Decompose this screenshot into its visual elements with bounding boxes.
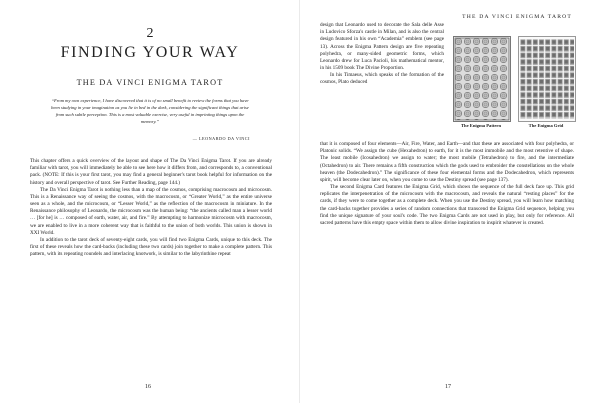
- paragraph: In his Timaeus, which speaks of the formation of the cosmos, Plato deduced: [320, 72, 444, 86]
- page-number: 16: [145, 384, 151, 390]
- enigma-pattern-graphic: [454, 37, 510, 121]
- chapter-number: 2: [146, 26, 154, 41]
- right-column-text: [320, 22, 444, 87]
- epigraph: “From my own experience, I have discovered that it is of no small benefit to review the forms that you have been studying in your imagination as you lie in bed in the dark, considering the significant things that arise from such subtle perception. This is a most valuable exercise, very useful in imprinting things upon the memory.”: [51, 98, 249, 124]
- enigma-pattern-image: [453, 36, 511, 122]
- paragraph: that it is composed of four elements—Air, Fire, Water, and Earth—and that these are associated with four polyhedra, or Platonic solids. “We assign the cube (Hexahedron) to earth, for it is the most immobile and the most retentive of shape. The least mobile (Icosahedron) we assign to water; the most mobile (Tetrahedron) to fire, and the intermediate (Octahedron) to air. There remains a fifth construction which the gods used to embroider the constellations on the whole heaven (the Dodecahedron).” The significance of these four elemental forms and the Dodecahedron, which represents spirit, will become clear later on, when you come to use the Destiny spread (see page 137).: [320, 141, 574, 183]
- page-number: 17: [445, 384, 451, 390]
- paragraph: design that Leonardo used to decorate the Sala delle Asse in Ludovico Sforza's castle in Milan, and is also the central design featured in his own “Academia” emblem (see page 13). Across the Enigma Pattern design are five repeating polyhedra, or many-sided geometric forms, which Leonardo drew for Luca Pacioli, his mathematical mentor, in his 1509 book The Divine Proportion.: [320, 22, 444, 72]
- paragraph: The Da Vinci Enigma Tarot is nothing less than a map of the cosmos, comprising macrocosm and microcosm. This is a Renaissance way of seeing the cosmos, with the macrocosm, or “Greater World,” as the entire universe seen as a whole, and the microcosm, or “Lesser World,” as the reflection of the macrocosm in miniature. In the Renaissance philosophy of Leonardo, the microcosm was the human being: “the ancients called man a lesser world … [for he] is … composed of earth, water, air, and fire.” By attempting to harmonize microcosm with macrocosm, we are enabled to live in a more coherent way that is faithful to the union of both worlds. This union is shown in XXI World.: [30, 186, 272, 236]
- figure-caption: The Enigma Grid: [528, 123, 564, 128]
- figure-caption: The Enigma Pattern: [460, 123, 502, 128]
- right-page: [300, 0, 600, 403]
- left-body-text: [30, 158, 272, 258]
- running-head: THE DA VINCI ENIGMA TAROT: [462, 14, 572, 20]
- chapter-title: FINDING YOUR WAY: [60, 44, 240, 61]
- enigma-grid-image: [518, 36, 576, 122]
- enigma-grid-graphic: [519, 37, 575, 121]
- right-body-text: [320, 141, 574, 227]
- paragraph: This chapter offers a quick overview of the layout and shape of The Da Vinci Enigma Tarot. If you are already familiar with tarot, you will immediately be able to see here how it differs from, and corresponds to, a conventional pack. (NOTE: If this is your first tarot, you may find a general beginner's tarot book helpful for information on the history and overall perspective of tarot. See Further Reading, page 144.): [30, 158, 272, 186]
- chapter-subtitle: THE DA VINCI ENIGMA TAROT: [76, 78, 224, 87]
- epigraph-attribution: — LEONARDO DA VINCI: [192, 136, 250, 141]
- paragraph: The second Enigma Card features the Enigma Grid, which shows the sequence of the full deck face up. This grid replicates the interpenetration of the microcosm with the macrocosm, and reveals the natural “resting places” for the cards, if they were to come together as a complete deck. When you use the Destiny spread, you will learn how matching the card-backs together provides a series of random connections that transcend the Enigma Grid sequence, helping you find the unique signature of your soul's code. The two Enigma Cards are not used in play, but only for reference. All sacred patterns have this empty space within them to allow divine inspiration to inspirit whatever is created.: [320, 184, 574, 226]
- paragraph: In addition to the tarot deck of seventy-eight cards, you will find two Enigma Cards, unique to this deck. The first of these reveals how the card-backs (including these two cards) join together to make a complete pattern. This pattern, with its repeating roundels and interlacing knotwork, is similar to the labyrinthine repeat: [30, 236, 272, 258]
